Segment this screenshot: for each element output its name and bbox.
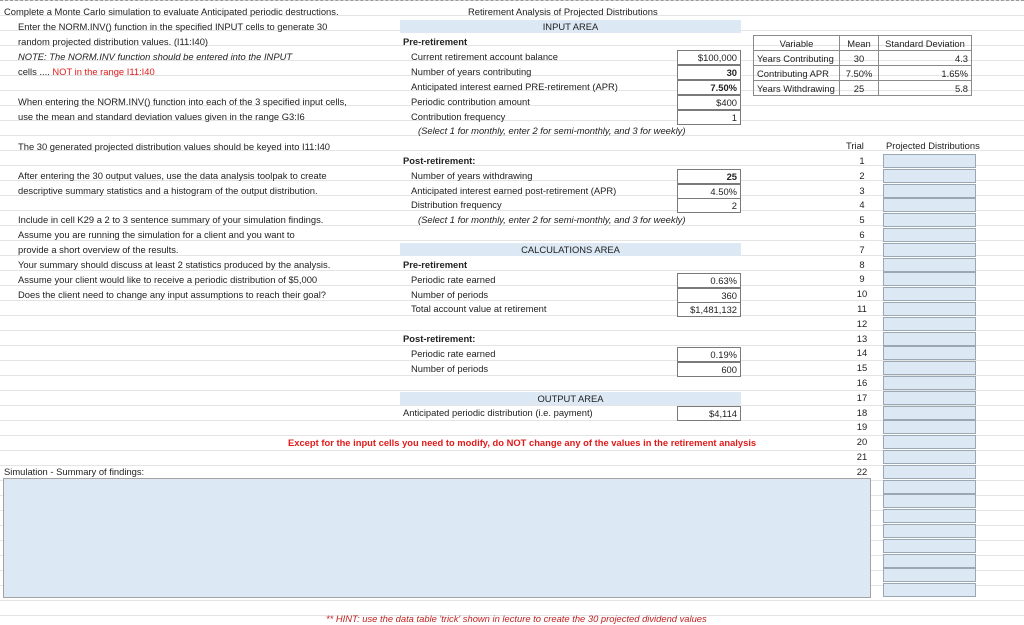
- instruction-line[interactable]: After entering the 30 output values, use the data analysis toolpak to create: [18, 170, 327, 181]
- projected-distribution-cell[interactable]: [883, 391, 976, 405]
- input-area-label[interactable]: INPUT AREA: [542, 21, 599, 32]
- projected-distribution-cell[interactable]: [883, 524, 976, 538]
- trial-number[interactable]: 20: [856, 436, 868, 447]
- row-label[interactable]: Anticipated interest earned PRE-retirement (APR): [411, 81, 618, 92]
- trial-number[interactable]: 9: [859, 273, 865, 284]
- summary-label[interactable]: Simulation - Summary of findings:: [4, 466, 145, 477]
- calc-area-label[interactable]: CALCULATIONS AREA: [521, 244, 620, 255]
- projected-distribution-cell[interactable]: [883, 450, 976, 464]
- projected-distribution-cell[interactable]: [883, 258, 976, 272]
- instruction-line[interactable]: Your summary should discuss at least 2 statistics produced by the analysis.: [18, 259, 331, 270]
- instruction-line[interactable]: Assume you are running the simulation for a client and you want to: [18, 229, 295, 240]
- analysis-title[interactable]: Retirement Analysis of Projected Distributions: [468, 6, 658, 17]
- row-label[interactable]: Number of years withdrawing: [411, 170, 533, 181]
- sd-cell[interactable]: 4.3: [879, 51, 972, 66]
- years-contributing-input[interactable]: 30: [677, 65, 741, 80]
- trial-number[interactable]: 4: [859, 199, 865, 210]
- distribution-frequency-cell[interactable]: 2: [677, 198, 741, 213]
- projected-distribution-cell[interactable]: [883, 317, 976, 331]
- pre-periodic-rate-cell[interactable]: 0.63%: [677, 273, 741, 288]
- output-area-label[interactable]: OUTPUT AREA: [537, 393, 604, 404]
- trial-number[interactable]: 8: [859, 259, 865, 270]
- trial-number[interactable]: 2: [859, 170, 865, 181]
- row-label[interactable]: Number of periods: [411, 363, 489, 374]
- projected-distribution-cell[interactable]: [883, 583, 976, 597]
- post-apr-cell[interactable]: 4.50%: [677, 184, 741, 199]
- projected-distribution-cell[interactable]: [883, 332, 976, 346]
- instruction-line[interactable]: random projected distribution values. (I11:I40): [18, 36, 209, 47]
- table-row: [754, 81, 972, 96]
- projected-distribution-cell[interactable]: [883, 169, 976, 183]
- table-header-row: [754, 36, 972, 51]
- trial-header[interactable]: Trial: [846, 140, 864, 151]
- projected-distribution-cell[interactable]: [883, 420, 976, 434]
- instruction-note-line[interactable]: [18, 65, 155, 78]
- projected-distribution-cell[interactable]: [883, 554, 976, 568]
- projected-distribution-cell[interactable]: [883, 243, 976, 257]
- projected-distribution-cell[interactable]: [883, 376, 976, 390]
- projected-distribution-cell[interactable]: [883, 568, 976, 582]
- variable-name[interactable]: Years Withdrawing: [754, 81, 840, 96]
- balance-cell[interactable]: $100,000: [677, 50, 741, 65]
- frequency-note[interactable]: (Select 1 for monthly, enter 2 for semi-monthly, and 3 for weekly): [418, 214, 686, 225]
- projected-distribution-cell[interactable]: [883, 154, 976, 168]
- row-label[interactable]: Periodic rate earned: [411, 274, 496, 285]
- projected-distribution-cell[interactable]: [883, 406, 976, 420]
- row-label[interactable]: Current retirement account balance: [411, 51, 558, 62]
- instruction-line[interactable]: When entering the NORM.INV() function into each of the 3 specified input cells,: [18, 96, 347, 107]
- note-range: NOT in the range I11:I40: [52, 66, 155, 77]
- note-prefix: cells ....: [18, 66, 53, 77]
- instruction-line[interactable]: Include in cell K29 a 2 to 3 sentence summary of your simulation findings.: [18, 214, 324, 225]
- trial-number[interactable]: 12: [856, 318, 868, 329]
- projected-distribution-cell[interactable]: [883, 509, 976, 523]
- warning-message[interactable]: Except for the input cells you need to modify, do NOT change any of the values in the retirement analysis: [288, 437, 757, 448]
- trial-number[interactable]: 15: [856, 362, 868, 373]
- instruction-line[interactable]: Enter the NORM.INV() function in the specified INPUT cells to generate 30: [18, 21, 328, 32]
- trial-number[interactable]: 18: [856, 407, 868, 418]
- row-label[interactable]: Number of periods: [411, 289, 489, 300]
- row-label[interactable]: Anticipated interest earned post-retirement (APR): [411, 185, 617, 196]
- variable-name[interactable]: Contributing APR: [754, 66, 840, 81]
- projected-distribution-cell[interactable]: [883, 480, 976, 494]
- mean-cell[interactable]: 25: [840, 81, 879, 96]
- trial-number[interactable]: 19: [856, 421, 868, 432]
- trial-number[interactable]: 21: [856, 451, 868, 462]
- output-label[interactable]: Anticipated periodic distribution (i.e. payment): [403, 407, 593, 418]
- table-row: [754, 66, 972, 81]
- contribution-amount-cell[interactable]: $400: [677, 95, 741, 110]
- pre-periods-cell[interactable]: 360: [677, 288, 741, 303]
- post-retirement-heading[interactable]: Post-retirement:: [403, 155, 476, 166]
- projected-distribution-cell[interactable]: [883, 287, 976, 301]
- row-label[interactable]: Periodic rate earned: [411, 348, 496, 359]
- trial-number[interactable]: 16: [856, 377, 868, 388]
- trial-number[interactable]: 22: [856, 466, 868, 477]
- trial-number[interactable]: 10: [856, 288, 868, 299]
- row-label[interactable]: Periodic contribution amount: [411, 96, 530, 107]
- projected-distribution-cell[interactable]: [883, 302, 976, 316]
- header-mean[interactable]: Mean: [840, 36, 879, 51]
- sd-cell[interactable]: 5.8: [879, 81, 972, 96]
- projected-distribution-cell[interactable]: [883, 272, 976, 286]
- trial-number[interactable]: 3: [859, 185, 865, 196]
- projected-distribution-cell[interactable]: [883, 435, 976, 449]
- variable-name[interactable]: Years Contributing: [754, 51, 840, 66]
- pre-retirement-heading[interactable]: Pre-retirement: [403, 36, 468, 47]
- instruction-line[interactable]: descriptive summary statistics and a histogram of the output distribution.: [18, 185, 318, 196]
- projected-distribution-cell[interactable]: [883, 228, 976, 242]
- trial-number[interactable]: 14: [856, 347, 868, 358]
- mean-cell[interactable]: 7.50%: [840, 66, 879, 81]
- projected-distribution-cell[interactable]: [883, 361, 976, 375]
- total-value-cell[interactable]: $1,481,132: [677, 302, 741, 317]
- trial-number[interactable]: 17: [856, 392, 868, 403]
- projected-distribution-cell[interactable]: [883, 198, 976, 212]
- instruction-line[interactable]: Does the client need to change any input assumptions to reach their goal?: [18, 289, 327, 300]
- contribution-frequency-cell[interactable]: 1: [677, 110, 741, 125]
- row-label[interactable]: Distribution frequency: [411, 199, 502, 210]
- instruction-line[interactable]: Complete a Monte Carlo simulation to evaluate Anticipated periodic destructions.: [4, 6, 339, 17]
- sd-cell[interactable]: 1.65%: [879, 66, 972, 81]
- instruction-line[interactable]: The 30 generated projected distribution values should be keyed into I11:I40: [18, 141, 331, 152]
- summary-input-box[interactable]: [3, 478, 871, 598]
- header-sd[interactable]: Standard Deviation: [879, 36, 972, 51]
- instruction-line[interactable]: Assume your client would like to receive a periodic distribution of $5,000: [18, 274, 318, 285]
- trial-number[interactable]: 5: [859, 214, 865, 225]
- calc-post-heading[interactable]: Post-retirement:: [403, 333, 476, 344]
- post-periodic-rate-cell[interactable]: 0.19%: [677, 347, 741, 362]
- distributions-header[interactable]: Projected Distributions: [886, 140, 980, 151]
- calc-pre-heading[interactable]: Pre-retirement: [403, 259, 468, 270]
- hint-text[interactable]: ** HINT: use the data table 'trick' shown in lecture to create the 30 projected dividend values: [326, 613, 707, 624]
- row-label[interactable]: Number of years contributing: [411, 66, 532, 77]
- projected-distribution-cell[interactable]: [883, 494, 976, 508]
- mean-cell[interactable]: 30: [840, 51, 879, 66]
- instruction-line[interactable]: provide a short overview of the results.: [18, 244, 179, 255]
- projected-distribution-cell[interactable]: [883, 213, 976, 227]
- projected-distribution-cell[interactable]: [883, 465, 976, 479]
- pre-apr-input[interactable]: 7.50%: [677, 80, 741, 95]
- instruction-line[interactable]: use the mean and standard deviation values given in the range G3:I6: [18, 111, 305, 122]
- projected-distribution-cell[interactable]: [883, 184, 976, 198]
- trial-number[interactable]: 1: [859, 155, 865, 166]
- payment-output-cell[interactable]: $4,114: [677, 406, 741, 421]
- projected-distribution-cell[interactable]: [883, 346, 976, 360]
- trial-number[interactable]: 11: [857, 303, 867, 314]
- trial-number[interactable]: 13: [856, 333, 868, 344]
- table-row: [754, 51, 972, 66]
- variables-table: [753, 35, 972, 96]
- header-variable[interactable]: Variable: [754, 36, 840, 51]
- trial-number[interactable]: 6: [859, 229, 865, 240]
- row-label[interactable]: Contribution frequency: [411, 111, 506, 122]
- row-label[interactable]: Total account value at retirement: [411, 303, 547, 314]
- projected-distribution-cell[interactable]: [883, 539, 976, 553]
- years-withdrawing-input[interactable]: 25: [677, 169, 741, 184]
- frequency-note[interactable]: (Select 1 for monthly, enter 2 for semi-monthly, and 3 for weekly): [418, 125, 686, 136]
- instruction-note[interactable]: NOTE: The NORM.INV function should be entered into the INPUT: [18, 51, 293, 62]
- trial-number[interactable]: 7: [859, 244, 865, 255]
- post-periods-cell[interactable]: 600: [677, 362, 741, 377]
